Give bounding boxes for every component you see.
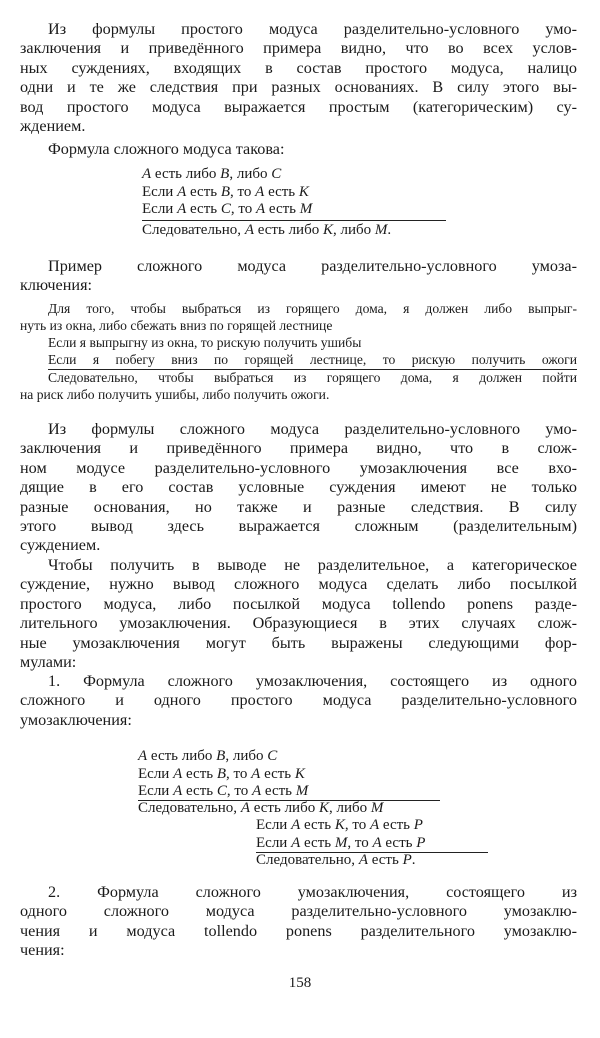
text-line: Для того, чтобы выбраться из горящего дома, я должен либо выпрыг- [48,301,577,316]
text-line: суждением. [20,536,101,555]
formula-premise: Если A есть C, то A есть M [142,201,313,217]
formula-premise: Если A есть M, то A есть P [256,834,426,851]
text-line: дящие в его состав условные суждения имеют не только [20,478,577,497]
paragraph-complex-modus-conclusion [20,420,577,556]
formula-conclusion: Следовательно, A есть либо K, либо M. [142,222,392,238]
text-line: ждением. [20,116,86,135]
formula-intermediate-conclusion: Следовательно, A есть либо K, либо M [138,800,384,816]
example-premise-3 [48,352,577,369]
paragraph-complex-formula-intro [20,140,577,159]
text-line: на риск либо получить ушибы, либо получить ожоги. [20,386,330,402]
text-line: заключения и приведённого примера видно, что в слож- [20,439,577,458]
formula-second-premises [256,817,425,852]
paragraph-simple-modus-conclusion [20,20,577,136]
formula-premise: Если A есть B, то A есть K [142,183,309,200]
example-premise-1 [20,301,577,335]
example-conclusion [20,370,577,404]
text-line: Если я побегу вниз по горящей лестнице, то рискую получить ожоги [48,352,577,367]
formula-premise: Если A есть K, то A есть P [256,817,423,833]
text-line: нуть из окна, либо сбежать вниз по горящей лестнице [20,317,333,333]
text-line: Из формулы простого модуса разделительно-условного умо- [48,20,577,38]
text-line: одни и те же следствия при разных основаниях. В силу этого вы- [20,78,577,97]
page-number: 158 [288,975,312,991]
text-line: заключения и приведённого примера видно, что во всех услов- [20,39,577,58]
text-line: чения: [20,941,65,960]
formula-premise: Если A есть B, то A есть K [138,765,305,782]
text-line: Формула сложного модуса такова: [48,140,285,158]
paragraph-formula-1-intro [20,672,577,730]
text-line: ные умозаключения могут быть выражены следующими фор- [20,633,577,652]
text-line: 1. Формула сложного умозаключения, состоящего из одного [48,672,577,690]
text-line: ных суждениях, входящих в состав простого модуса, налицо [20,58,577,77]
paragraph-example-intro [20,257,577,296]
text-line: сложного и одного простого модуса разделительно-условного [20,691,577,710]
inference-rule-line [142,220,446,221]
paragraph-formula-2-intro [20,883,577,961]
text-line: чения и модуса tollendo ponens разделительного умозаклю- [20,921,577,940]
formula-compound-syllogism [138,748,308,801]
text-line: Пример сложного модуса разделительно-условного умоза- [48,257,577,275]
formula-premise: A есть либо B, либо C [138,748,278,764]
text-line: суждение, нужно вывод сложного модуса сделать либо посылкой [20,575,577,594]
text-line: 2. Формула сложного умозаключения, состоящего из [48,883,577,901]
text-line: простого модуса, либо посылкой модуса tollendo ponens разде- [20,594,577,613]
formula-premise: A есть либо B, либо C [142,166,282,182]
text-line: одного сложного модуса разделительно-условного умозаклю- [20,902,577,921]
text-line: разные основания, но также и разные следствия. В силу [20,497,577,516]
text-line: мулами: [20,652,77,671]
example-premise-2 [48,335,577,352]
text-line: Если я выпрыгну из окна, то рискую получить ушибы [48,335,362,350]
formula-premise: Если A есть C, то A есть M [138,783,309,799]
text-line: вод простого модуса выражается простым (категорическим) су- [20,97,577,116]
text-line: умозаключения: [20,710,132,729]
formula-complex-modus [142,166,312,219]
text-line: лительного умозаключения. Образующиеся в этих случаях слож- [20,614,577,633]
formula-final-conclusion: Следовательно, A есть P. [256,852,416,868]
text-line: Чтобы получить в выводе не разделительное, а категорическое [48,556,577,574]
text-line: Следовательно, чтобы выбраться из горящего дома, я должен пойти [48,370,577,385]
text-line: ном модусе разделительно-условного умозаключения все вхо- [20,458,577,477]
paragraph-categorical-conclusion [20,556,577,672]
text-line: этого вывод здесь выражается сложным (разделительным) [20,516,577,535]
text-line: ключения: [20,276,93,295]
text-line: Из формулы сложного модуса разделительно-условного умо- [48,420,577,438]
